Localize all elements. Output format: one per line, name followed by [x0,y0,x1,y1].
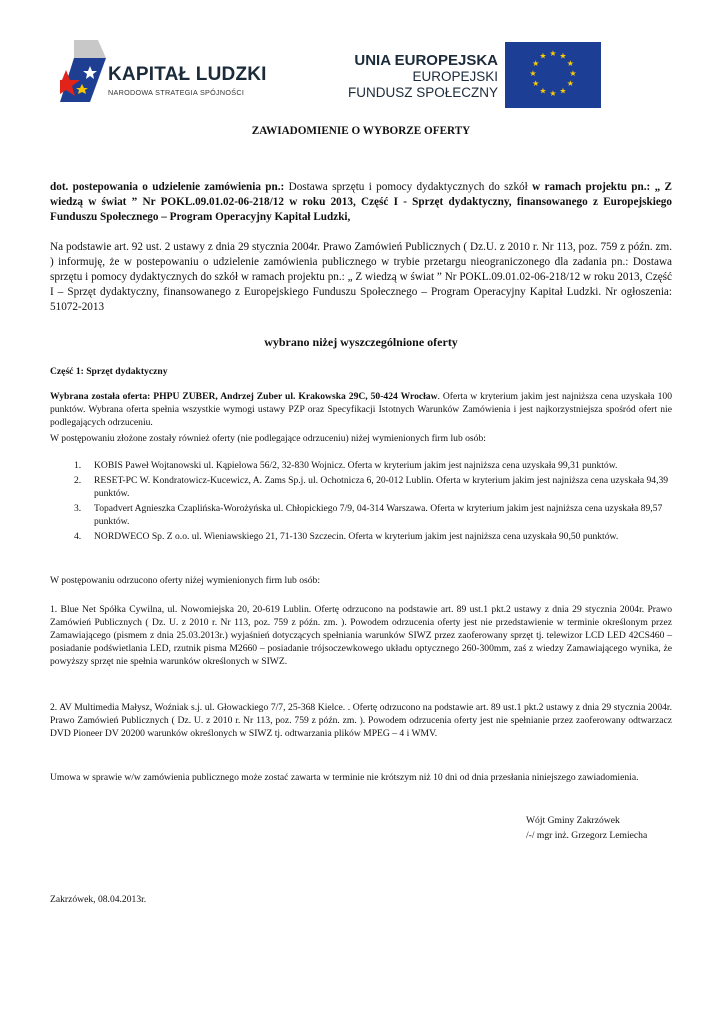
rejected-intro: W postępowaniu odrzucono oferty niżej wymienionych firm lub osób: [50,575,320,586]
selected-heading: wybrano niżej wyszczególnione oferty [264,335,458,349]
subject-normal: Dostawa sprzętu i pomocy dydaktycznych do szkół [288,181,533,193]
svg-text:★: ★ [539,86,547,96]
offer-number: 3. [74,503,82,514]
part-heading: Część 1: Sprzęt dydaktyczny [50,366,168,377]
kapital-ludzki-star-icon [60,40,106,102]
basis-paragraph: Na podstawie art. 92 ust. 2 ustawy z dnia 29 stycznia 2004r. Prawo Zamówień Publicznych ( Dz.U. z 2010 r. Nr 113, poz. 759 z późn. zm. ) informuję, że w postepowaniu o udzielenie zamówienia publicznego w trybie przetargu nieograniczonego dla zadania pn.: Dostawa sprzętu i pomocy dydaktycznych do szkół w ramach projektu pn.: „ Z wiedzą w świat ” Nr POKL.09.01.02-06-218/12 w roku 2013, Część I – Sprzęt dydaktyczny, finansowanego z Europejskiego Funduszu Społecznego – Program Operacyjny Kapitał Ludzki. Nr ogłoszenia: 51072-2013 [50,241,672,313]
offer-text: KOBIS Paweł Wojtanowski ul. Kąpielowa 56/2, 32-830 Wojnicz. Oferta w kryterium jakim jest najniższa cena uzyskała 99,31 punktów. [94,460,618,471]
svg-text:★: ★ [566,59,574,68]
subject-paragraph [50,180,672,225]
offer-number: 4. [74,531,82,542]
svg-text:★: ★ [532,79,540,88]
offer-text: NORDWECO Sp. Z o.o. ul. Wieniawskiego 21, 71-130 Szczecin. Oferta w kryterium jakim jest najniższa cena uzyskała 90,50 punktów. [94,531,619,542]
offer-number: 1. [74,460,82,471]
list-item [50,459,672,472]
rejected-offer-2: 2. AV Multimedia Małysz, Woźniak s.j. ul. Głowackiego 7/7, 25-368 Kielce. . Ofertę odrzucono na podstawie art. 89 ust.1 pkt.2 ustawy z dnia 29 stycznia 2004r. Prawo Zamówień Publicznych ( Dz. U. z 2010 r. Nr 113, poz. 759 z późn. zm. ). Powodem odrzucenia oferty jest nie spełnianie przez zaoferowany odtwarzacz DVD Pioneer DV 20200 warunków określonych w SIWZ tj. odtwarzania plików MPEG – 4 i WMV. [50,702,672,739]
list-item [50,530,672,543]
other-offers-intro: W postępowaniu złożone zostały również oferty (nie podlegające odrzuceniu) niżej wymienionych firm lub osób: [50,433,486,444]
winner-paragraph [50,390,672,429]
svg-text:★: ★ [569,69,577,78]
eu-line-3: FUNDUSZ SPOŁECZNY [347,85,498,100]
kapital-ludzki-title: KAPITAŁ LUDZKI [108,64,267,85]
svg-text:★: ★ [529,69,537,78]
contract-note: Umowa w sprawie w/w zamówienia publicznego może zostać zawarta w terminie nie krótszym niż 10 dni od dnia przesłania niniejszego zawiadomienia. [50,772,639,783]
eu-line-2: EUROPEJSKI [412,69,498,84]
svg-text:★: ★ [549,49,557,58]
rejected-offer-1: 1. Blue Net Spółka Cywilna, ul. Nowomiejska 20, 20-619 Lublin. Ofertę odrzucono na podstawie art. 89 ust.1 pkt.2 ustawy z dnia 29 stycznia 2004r. Prawo Zamówień Publicznych ( Dz. U. z 2010 r. Nr 113, poz. 759 z późn. zm. ). Powodem odrzucenia oferty jest nie przedstawienie w terminie określonym przez Zamawiającego (pismem z dnia 25.03.2013r.) wyjaśnień dotyczących spełniania warunków SIWZ przez zaoferowany sprzęt tj. telewizor LCD LED 42CS460 –posiadanie podświetlania LED, rzutnik pisma M2660 – posiadanie trójsoczewkowego układu optycznego 260-300mm, zaś z wiedzy Zamawiającego wynika, że powyższy sprzęt nie spełnia warunków określonych w SIWZ. [50,604,672,667]
subject-bold-start: dot. postepowania o udzielenie zamówienia pn.: [50,181,289,193]
signature-name: /-/ mgr inż. Grzegorz Lemiecha [526,830,648,841]
svg-text:★: ★ [566,79,574,88]
svg-text:★: ★ [559,86,567,96]
winner-name: Wybrana została oferta: PHPU ZUBER, Andrzej Zuber ul. Krakowska 29C, 50-424 Wrocław [50,391,438,402]
place-date: Zakrzówek, 08.04.2013r. [50,894,147,905]
offer-number: 2. [74,475,82,486]
kapital-ludzki-logo [50,40,267,110]
document-title: ZAWIADOMIENIE O WYBORZE OFERTY [251,125,471,137]
winner-description: . Oferta w kryterium jakim jest najniższa cena uzyskała 100 punktów. Wybrana oferta spełnia wszystkie wymogi ustawy PZP oraz Specyfikacji Istotnych Warunków Zamówienia i jest najkorzystniejsza spośród ofert nie podlegających odrzuceniu. [50,391,672,428]
eu-line-1: UNIA EUROPEJSKA [354,52,498,69]
offers-list [50,459,672,545]
eu-flag-icon [505,42,601,108]
list-item [50,474,672,500]
kapital-ludzki-subtitle: NARODOWA STRATEGIA SPÓJNOŚCI [108,88,245,97]
subject-bold-end: w ramach projektu pn.: „ Z wiedzą w świat ” Nr POKL.09.01.02-06-218/12 w roku 2013, Część I - Sprzęt dydaktyczny, finansowanego z Europejskiego Funduszu Społecznego – Program Operacyjny Kapitał Ludzki, [50,181,672,223]
list-item [50,502,672,528]
signature-title: Wójt Gminy Zakrzówek [526,815,620,826]
svg-text:★: ★ [559,51,567,61]
offer-text: Topadvert Agnieszka Czaplińska-Worożyńska ul. Chłopickiego 7/9, 04-314 Warszawa. Oferta w kryterium jakim jest najniższa cena uzyskała 89,57 punktów. [94,503,663,527]
offer-text: RESET-PC W. Kondratowicz-Kucewicz, A. Zams Sp.j. ul. Ochotnicza 6, 20-012 Lublin. Oferta w kryterium jakim jest najniższa cena uzyskała 94,39 punktów. [94,475,669,499]
svg-text:★: ★ [539,51,547,61]
svg-text:★: ★ [532,59,540,68]
svg-text:★: ★ [549,89,557,98]
